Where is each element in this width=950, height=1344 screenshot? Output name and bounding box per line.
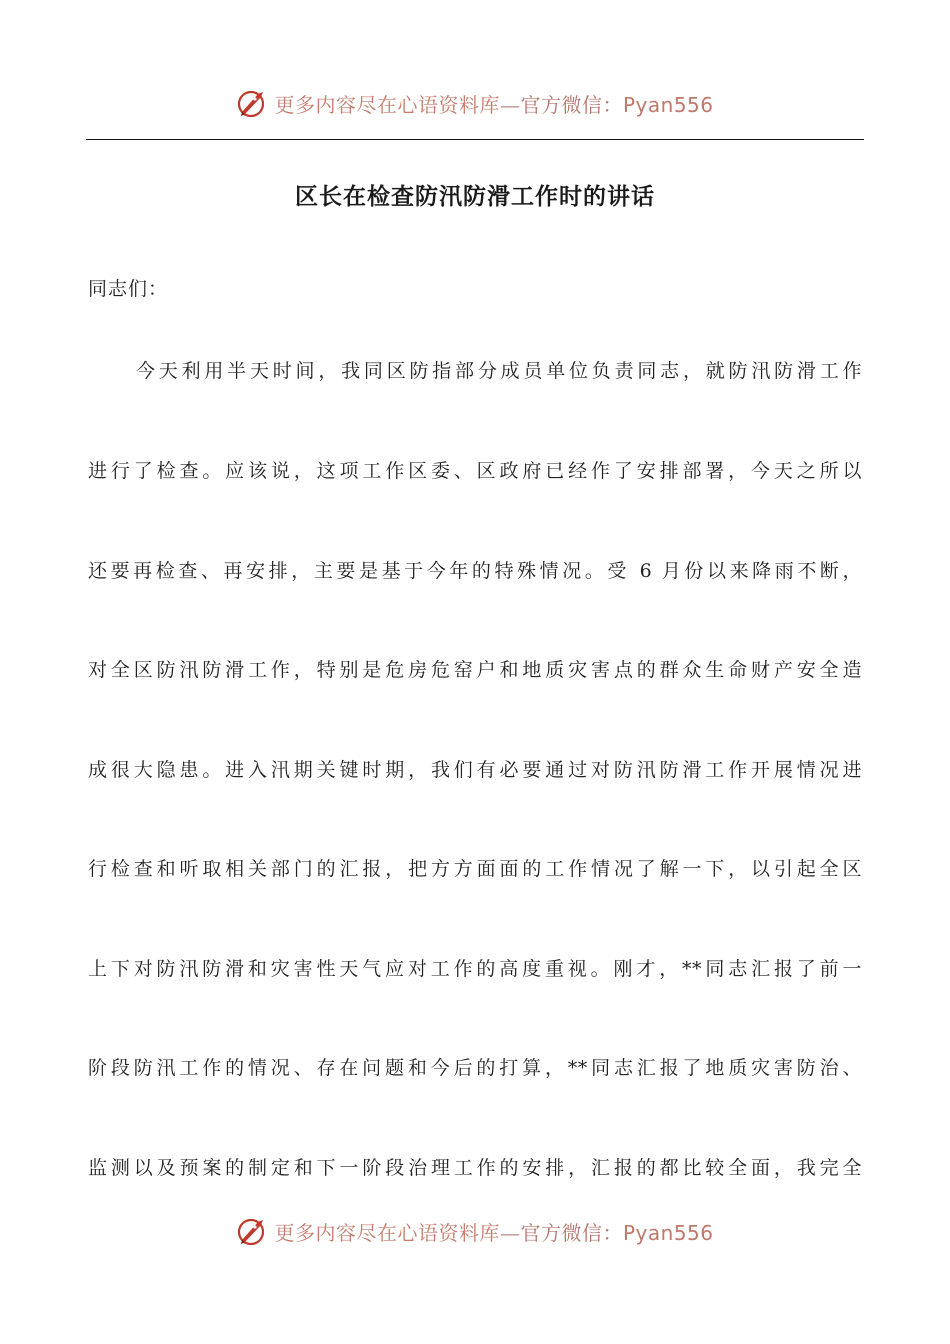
body-line: 行检查和听取相关部门的汇报，把方方面面的工作情况了解一下，以引起全区 bbox=[88, 858, 862, 880]
body-line: 成很大隐患。进入汛期关键时期，我们有必要通过对防汛防滑工作开展情况进 bbox=[88, 759, 862, 781]
footer-banner bbox=[0, 1211, 950, 1251]
body-line: 对全区防汛防滑工作，特别是危房危窑户和地质灾害点的群众生命财产安全造 bbox=[88, 659, 862, 681]
salutation: 同志们： bbox=[88, 278, 169, 300]
body-line: 进行了检查。应该说，这项工作区委、区政府已经作了安排部署，今天之所以 bbox=[88, 460, 862, 482]
body-line: 今天利用半天时间，我同区防指部分成员单位负责同志，就防汛防滑工作 bbox=[136, 360, 862, 382]
footer-wechat-id: Pyan556 bbox=[622, 1220, 714, 1245]
body-line: 还要再检查、再安排，主要是基于今年的特殊情况。受 6 月份以来降雨不断， bbox=[88, 560, 862, 582]
pen-nib-logo-icon bbox=[236, 87, 268, 119]
footer-separator: — bbox=[499, 1220, 521, 1245]
header-separator: — bbox=[499, 92, 521, 117]
footer-slogan bbox=[274, 1217, 713, 1246]
header-wechat-id: Pyan556 bbox=[622, 92, 714, 117]
header-banner bbox=[0, 83, 950, 123]
body-line: 监测以及预案的制定和下一阶段治理工作的安排，汇报的都比较全面，我完全 bbox=[88, 1157, 862, 1179]
pen-nib-logo-icon bbox=[236, 1215, 268, 1247]
footer-wechat-label: 官方微信： bbox=[520, 1220, 623, 1245]
header-library-text: 更多内容尽在心语资料库 bbox=[274, 92, 500, 117]
document-title: 区长在检查防汛防滑工作时的讲话 bbox=[295, 183, 655, 210]
body-line: 阶段防汛工作的情况、存在问题和今后的打算，**同志汇报了地质灾害防治、 bbox=[88, 1057, 862, 1079]
header-rule bbox=[86, 139, 864, 140]
header-wechat-label: 官方微信： bbox=[520, 92, 623, 117]
body-line: 上下对防汛防滑和灾害性天气应对工作的高度重视。刚才，**同志汇报了前一 bbox=[88, 958, 862, 980]
footer-library-text: 更多内容尽在心语资料库 bbox=[274, 1220, 500, 1245]
header-slogan bbox=[274, 89, 713, 118]
